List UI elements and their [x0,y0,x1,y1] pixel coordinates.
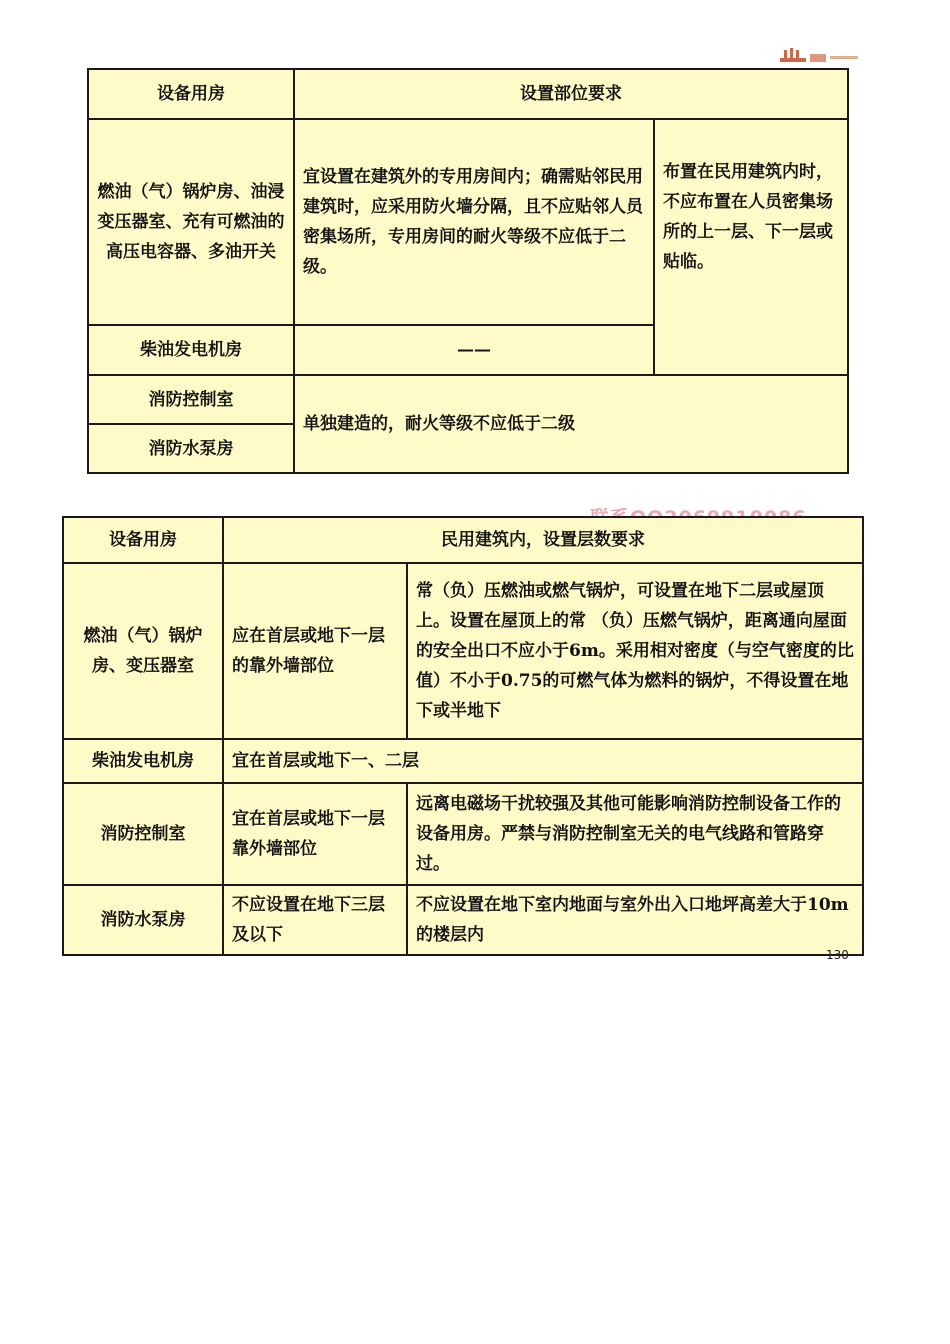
cell-note-boiler: 常（负）压燃油或燃气锅炉，可设置在地下二层或屋顶上。设置在屋顶上的常 （负）压燃气锅炉，距离通向屋面的安全出口不应小于6m。采用相对密度（与空气密度的比值）不小于0.75的可燃气体为燃料的锅炉，不得设置在地下或半地下 [407,563,863,739]
cell-floor-diesel: 宜在首层或地下一、二层 [223,739,863,783]
cell-room-fire-pump: 消防水泵房 [88,424,294,473]
cell-room-fire-control: 消防控制室 [88,375,294,424]
table-room-location-requirements [87,68,849,474]
header-room: 设备用房 [88,69,294,119]
cell-floor-fire-pump: 不应设置在地下三层及以下 [223,885,407,955]
cell-req-boiler: 宜设置在建筑外的专用房间内；确需贴邻民用建筑时，应采用防火墙分隔，且不应贴邻人员密集场所，专用房间的耐火等级不应低于二级。 [294,119,654,325]
header-requirement: 设置部位要求 [294,69,848,119]
cell-room-diesel: 柴油发电机房 [88,325,294,375]
cell-note-fire-pump: 不应设置在地下室内地面与室外出入口地坪高差大于10m的楼层内 [407,885,863,955]
cell-req-standalone: 单独建造的，耐火等级不应低于二级 [294,375,848,473]
cell-room-boiler: 燃油（气）锅炉房、油浸变压器室、充有可燃油的高压电容器、多油开关 [88,119,294,325]
cell-room-boiler: 燃油（气）锅炉房、变压器室 [63,563,223,739]
cell-req-diesel: —— [294,325,654,375]
header-room: 设备用房 [63,517,223,563]
cell-floor-boiler: 应在首层或地下一层的靠外墙部位 [223,563,407,739]
header-floor-requirement: 民用建筑内，设置层数要求 [223,517,863,563]
table-floor-level-requirements [62,516,864,956]
cell-req-civil-building: 布置在民用建筑内时，不应布置在人员密集场所的上一层、下一层或贴临。 [654,119,848,375]
cell-note-fire-control: 远离电磁场干扰较强及其他可能影响消防控制设备工作的设备用房。严禁与消防控制室无关的电气线路和管路穿过。 [407,783,863,885]
cell-room-diesel: 柴油发电机房 [63,739,223,783]
page-number: 130 [826,948,849,962]
cell-room-fire-control: 消防控制室 [63,783,223,885]
cell-floor-fire-control: 宜在首层或地下一层靠外墙部位 [223,783,407,885]
cell-room-fire-pump: 消防水泵房 [63,885,223,955]
logo-graphic [780,40,860,70]
